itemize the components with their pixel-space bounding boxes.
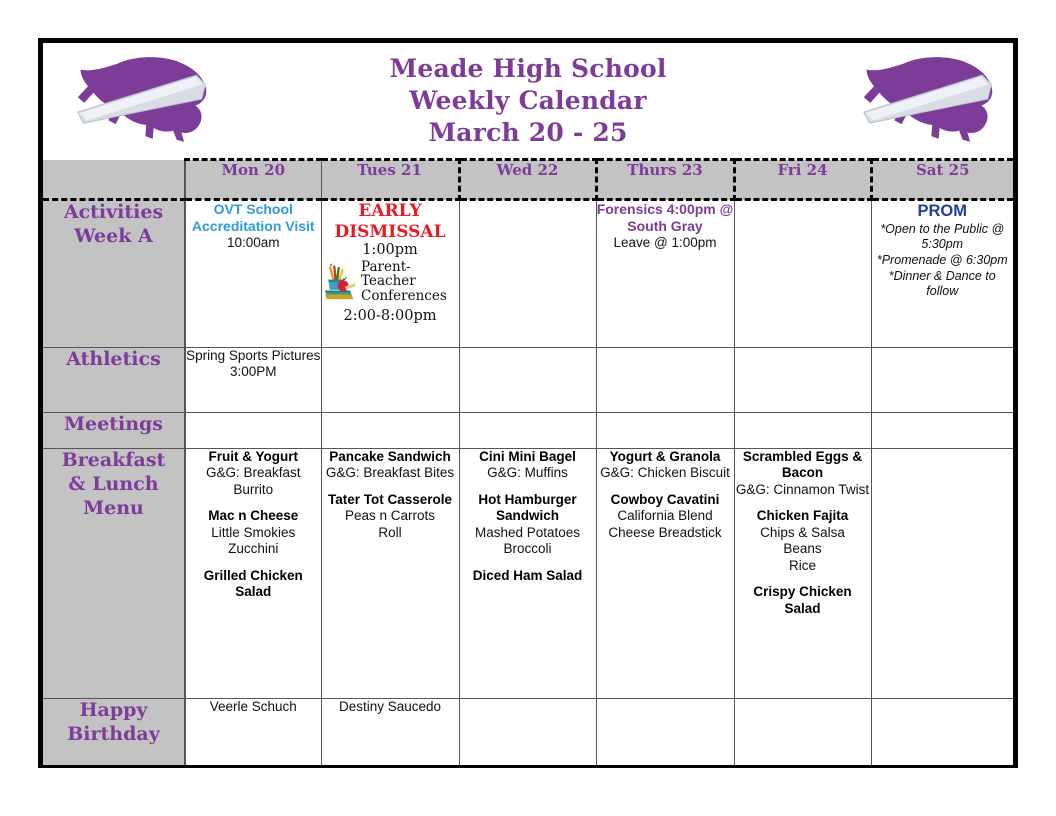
calendar-banner bbox=[43, 43, 1013, 158]
menu-fri-lunch-side-1: Chips & Salsa bbox=[760, 524, 845, 540]
meetings-thurs-cell[interactable] bbox=[596, 413, 734, 449]
pencil-icon bbox=[328, 263, 343, 280]
row-label-athletics: Athletics bbox=[43, 348, 185, 413]
row-label-birthday-line2: Birthday bbox=[67, 722, 160, 745]
menu-mon-salad: Grilled Chicken Salad bbox=[203, 567, 303, 600]
day-header-wed: Wed 22 bbox=[459, 160, 596, 200]
menu-wed-lunch-side-2: Broccoli bbox=[503, 541, 552, 557]
athletics-thurs-cell[interactable] bbox=[596, 348, 734, 413]
menu-spacer bbox=[322, 482, 459, 492]
day-header-sat: Sat 25 bbox=[871, 160, 1013, 200]
meetings-wed-cell[interactable] bbox=[459, 413, 596, 449]
row-label-activities-line2: Week A bbox=[74, 224, 153, 247]
menu-wed-salad: Diced Ham Salad bbox=[472, 567, 583, 583]
menu-fri-salad: Crispy Chicken Salad bbox=[753, 584, 852, 616]
menu-spacer bbox=[597, 482, 734, 492]
menu-fri-breakfast-sub: G&G: Cinnamon Twist bbox=[735, 481, 870, 497]
row-label-activities-line1: Activities bbox=[63, 201, 164, 223]
menu-thurs-breakfast-main: Yogurt & Granola bbox=[609, 449, 721, 464]
athletics-wed-cell[interactable] bbox=[459, 348, 596, 413]
menu-wed-breakfast-main: Cini Mini Bagel bbox=[479, 449, 576, 464]
menu-thurs-lunch-main: Cowboy Cavatini bbox=[610, 491, 720, 507]
row-birthday bbox=[43, 699, 1013, 765]
conference-time: 2:00-8:00pm bbox=[343, 307, 437, 324]
menu-wed-lunch-side-1: Mashed Potatoes bbox=[474, 524, 581, 540]
day-header-row bbox=[43, 160, 1013, 200]
early-dismissal-line2: DISMISSAL bbox=[334, 221, 446, 242]
birthday-wed-cell[interactable] bbox=[459, 699, 596, 765]
row-label-birthday bbox=[43, 699, 185, 765]
menu-mon-lunch-main: Mac n Cheese bbox=[208, 508, 299, 524]
weekly-calendar-table bbox=[43, 158, 1013, 765]
meetings-fri-cell[interactable] bbox=[734, 413, 871, 449]
menu-tues-breakfast-sub: G&G: Breakfast Bites bbox=[325, 465, 455, 481]
parent-teacher-conference-clipart bbox=[322, 260, 459, 303]
row-menu bbox=[43, 449, 1013, 699]
menu-thurs-lunch-side-1: California Blend bbox=[617, 508, 713, 524]
birthday-fri-cell[interactable] bbox=[734, 699, 871, 765]
menu-mon-breakfast-main: Fruit & Yogurt bbox=[208, 449, 298, 464]
meetings-mon-cell[interactable] bbox=[185, 413, 321, 449]
athletics-tues-cell[interactable] bbox=[321, 348, 459, 413]
activities-mon-cell[interactable] bbox=[185, 200, 321, 348]
athletics-mon-text: Spring Sports Pictures 3:00PM bbox=[186, 348, 321, 380]
meetings-tues-cell[interactable] bbox=[321, 413, 459, 449]
menu-mon-breakfast-sub: G&G: Breakfast Burrito bbox=[205, 465, 301, 497]
buffalo-mascot-logo-right bbox=[849, 51, 997, 151]
menu-tues-cell[interactable] bbox=[321, 449, 459, 699]
menu-spacer bbox=[186, 558, 321, 568]
birthday-tues-cell[interactable] bbox=[321, 699, 459, 765]
activities-tues-cell[interactable] bbox=[321, 200, 459, 348]
menu-sat-cell[interactable] bbox=[871, 449, 1013, 699]
title-line-2: Weekly Calendar bbox=[409, 85, 647, 115]
day-header-fri: Fri 24 bbox=[734, 160, 871, 200]
buffalo-mascot-logo-left bbox=[63, 51, 211, 151]
menu-fri-cell[interactable] bbox=[734, 449, 871, 699]
activities-wed-cell[interactable] bbox=[459, 200, 596, 348]
menu-mon-lunch-side-2: Zucchini bbox=[228, 541, 279, 557]
ptc-line-1: Parent-Teacher bbox=[361, 259, 416, 290]
menu-thurs-cell[interactable] bbox=[596, 449, 734, 699]
early-dismissal-time: 1:00pm bbox=[362, 242, 418, 259]
menu-spacer bbox=[460, 558, 596, 568]
birthday-mon-cell[interactable] bbox=[185, 699, 321, 765]
menu-mon-lunch-side-1: Little Smokies bbox=[211, 524, 296, 540]
activities-sat-cell[interactable] bbox=[871, 200, 1013, 348]
birthday-tues-name: Destiny Saucedo bbox=[338, 699, 442, 714]
athletics-mon-cell[interactable] bbox=[185, 348, 321, 413]
menu-spacer bbox=[735, 574, 871, 584]
menu-wed-breakfast-sub: G&G: Muffins bbox=[487, 465, 568, 481]
menu-thurs-breakfast-sub: G&G: Chicken Biscuit bbox=[600, 465, 730, 481]
prom-heading: PROM bbox=[917, 202, 967, 220]
menu-spacer bbox=[735, 498, 871, 508]
athletics-fri-cell[interactable] bbox=[734, 348, 871, 413]
parent-teacher-conference-label bbox=[361, 260, 458, 303]
row-athletics bbox=[43, 348, 1013, 413]
menu-fri-lunch-main: Chicken Fajita bbox=[756, 508, 849, 524]
menu-wed-cell[interactable] bbox=[459, 449, 596, 699]
activities-mon-heading: OVT School Accreditation Visit bbox=[191, 201, 315, 234]
activities-mon-time: 10:00am bbox=[226, 234, 280, 250]
menu-fri-lunch-side-3: Rice bbox=[788, 557, 816, 573]
row-activities bbox=[43, 200, 1013, 348]
title-line-1: Meade High School bbox=[389, 53, 667, 83]
activities-fri-cell[interactable] bbox=[734, 200, 871, 348]
birthday-thurs-cell[interactable] bbox=[596, 699, 734, 765]
prom-note-1: *Open to the Public @ 5:30pm bbox=[880, 221, 1005, 252]
day-header-thurs: Thurs 23 bbox=[596, 160, 734, 200]
day-header-mon: Mon 20 bbox=[185, 160, 321, 200]
activities-thurs-cell[interactable] bbox=[596, 200, 734, 348]
forensics-note: Leave @ 1:00pm bbox=[613, 234, 717, 250]
early-dismissal-line1: EARLY bbox=[358, 201, 422, 221]
menu-mon-cell[interactable] bbox=[185, 449, 321, 699]
menu-wed-lunch-main: Hot Hamburger Sandwich bbox=[478, 491, 577, 524]
row-label-meetings: Meetings bbox=[43, 413, 185, 449]
menu-spacer bbox=[460, 482, 596, 492]
athletics-sat-cell[interactable] bbox=[871, 348, 1013, 413]
page-title bbox=[389, 53, 666, 149]
menu-tues-lunch-side-2: Roll bbox=[378, 524, 402, 540]
menu-thurs-lunch-side-2: Cheese Breadstick bbox=[608, 524, 722, 540]
birthday-mon-name: Veerle Schuch bbox=[209, 699, 297, 714]
ptc-line-2: Conferences bbox=[361, 287, 447, 304]
prom-note-3: *Dinner & Dance to follow bbox=[888, 268, 996, 299]
menu-tues-breakfast-main: Pancake Sandwich bbox=[329, 449, 451, 464]
row-label-menu-line3: Menu bbox=[83, 496, 144, 519]
menu-spacer bbox=[186, 498, 321, 508]
day-header-tues: Tues 21 bbox=[321, 160, 459, 200]
birthday-sat-cell[interactable] bbox=[871, 699, 1013, 765]
menu-fri-lunch-side-2: Beans bbox=[783, 541, 822, 557]
title-line-3: March 20 - 25 bbox=[428, 117, 628, 147]
forensics-heading: Forensics 4:00pm @ South Gray bbox=[596, 201, 734, 234]
row-meetings bbox=[43, 413, 1013, 449]
row-label-menu-line1: Breakfast bbox=[61, 449, 166, 471]
row-label-birthday-line1: Happy bbox=[79, 699, 148, 721]
menu-tues-lunch-main: Tater Tot Casserole bbox=[327, 491, 453, 507]
table-corner-cell bbox=[43, 160, 185, 200]
calendar-frame bbox=[38, 38, 1018, 768]
row-label-menu bbox=[43, 449, 185, 699]
menu-tues-lunch-side-1: Peas n Carrots bbox=[344, 508, 436, 524]
meetings-sat-cell[interactable] bbox=[871, 413, 1013, 449]
menu-fri-breakfast-main: Scrambled Eggs & Bacon bbox=[742, 449, 863, 481]
row-label-activities bbox=[43, 200, 185, 348]
prom-note-2: *Promenade @ 6:30pm bbox=[876, 252, 1008, 267]
row-label-menu-line2: & Lunch bbox=[68, 472, 159, 495]
